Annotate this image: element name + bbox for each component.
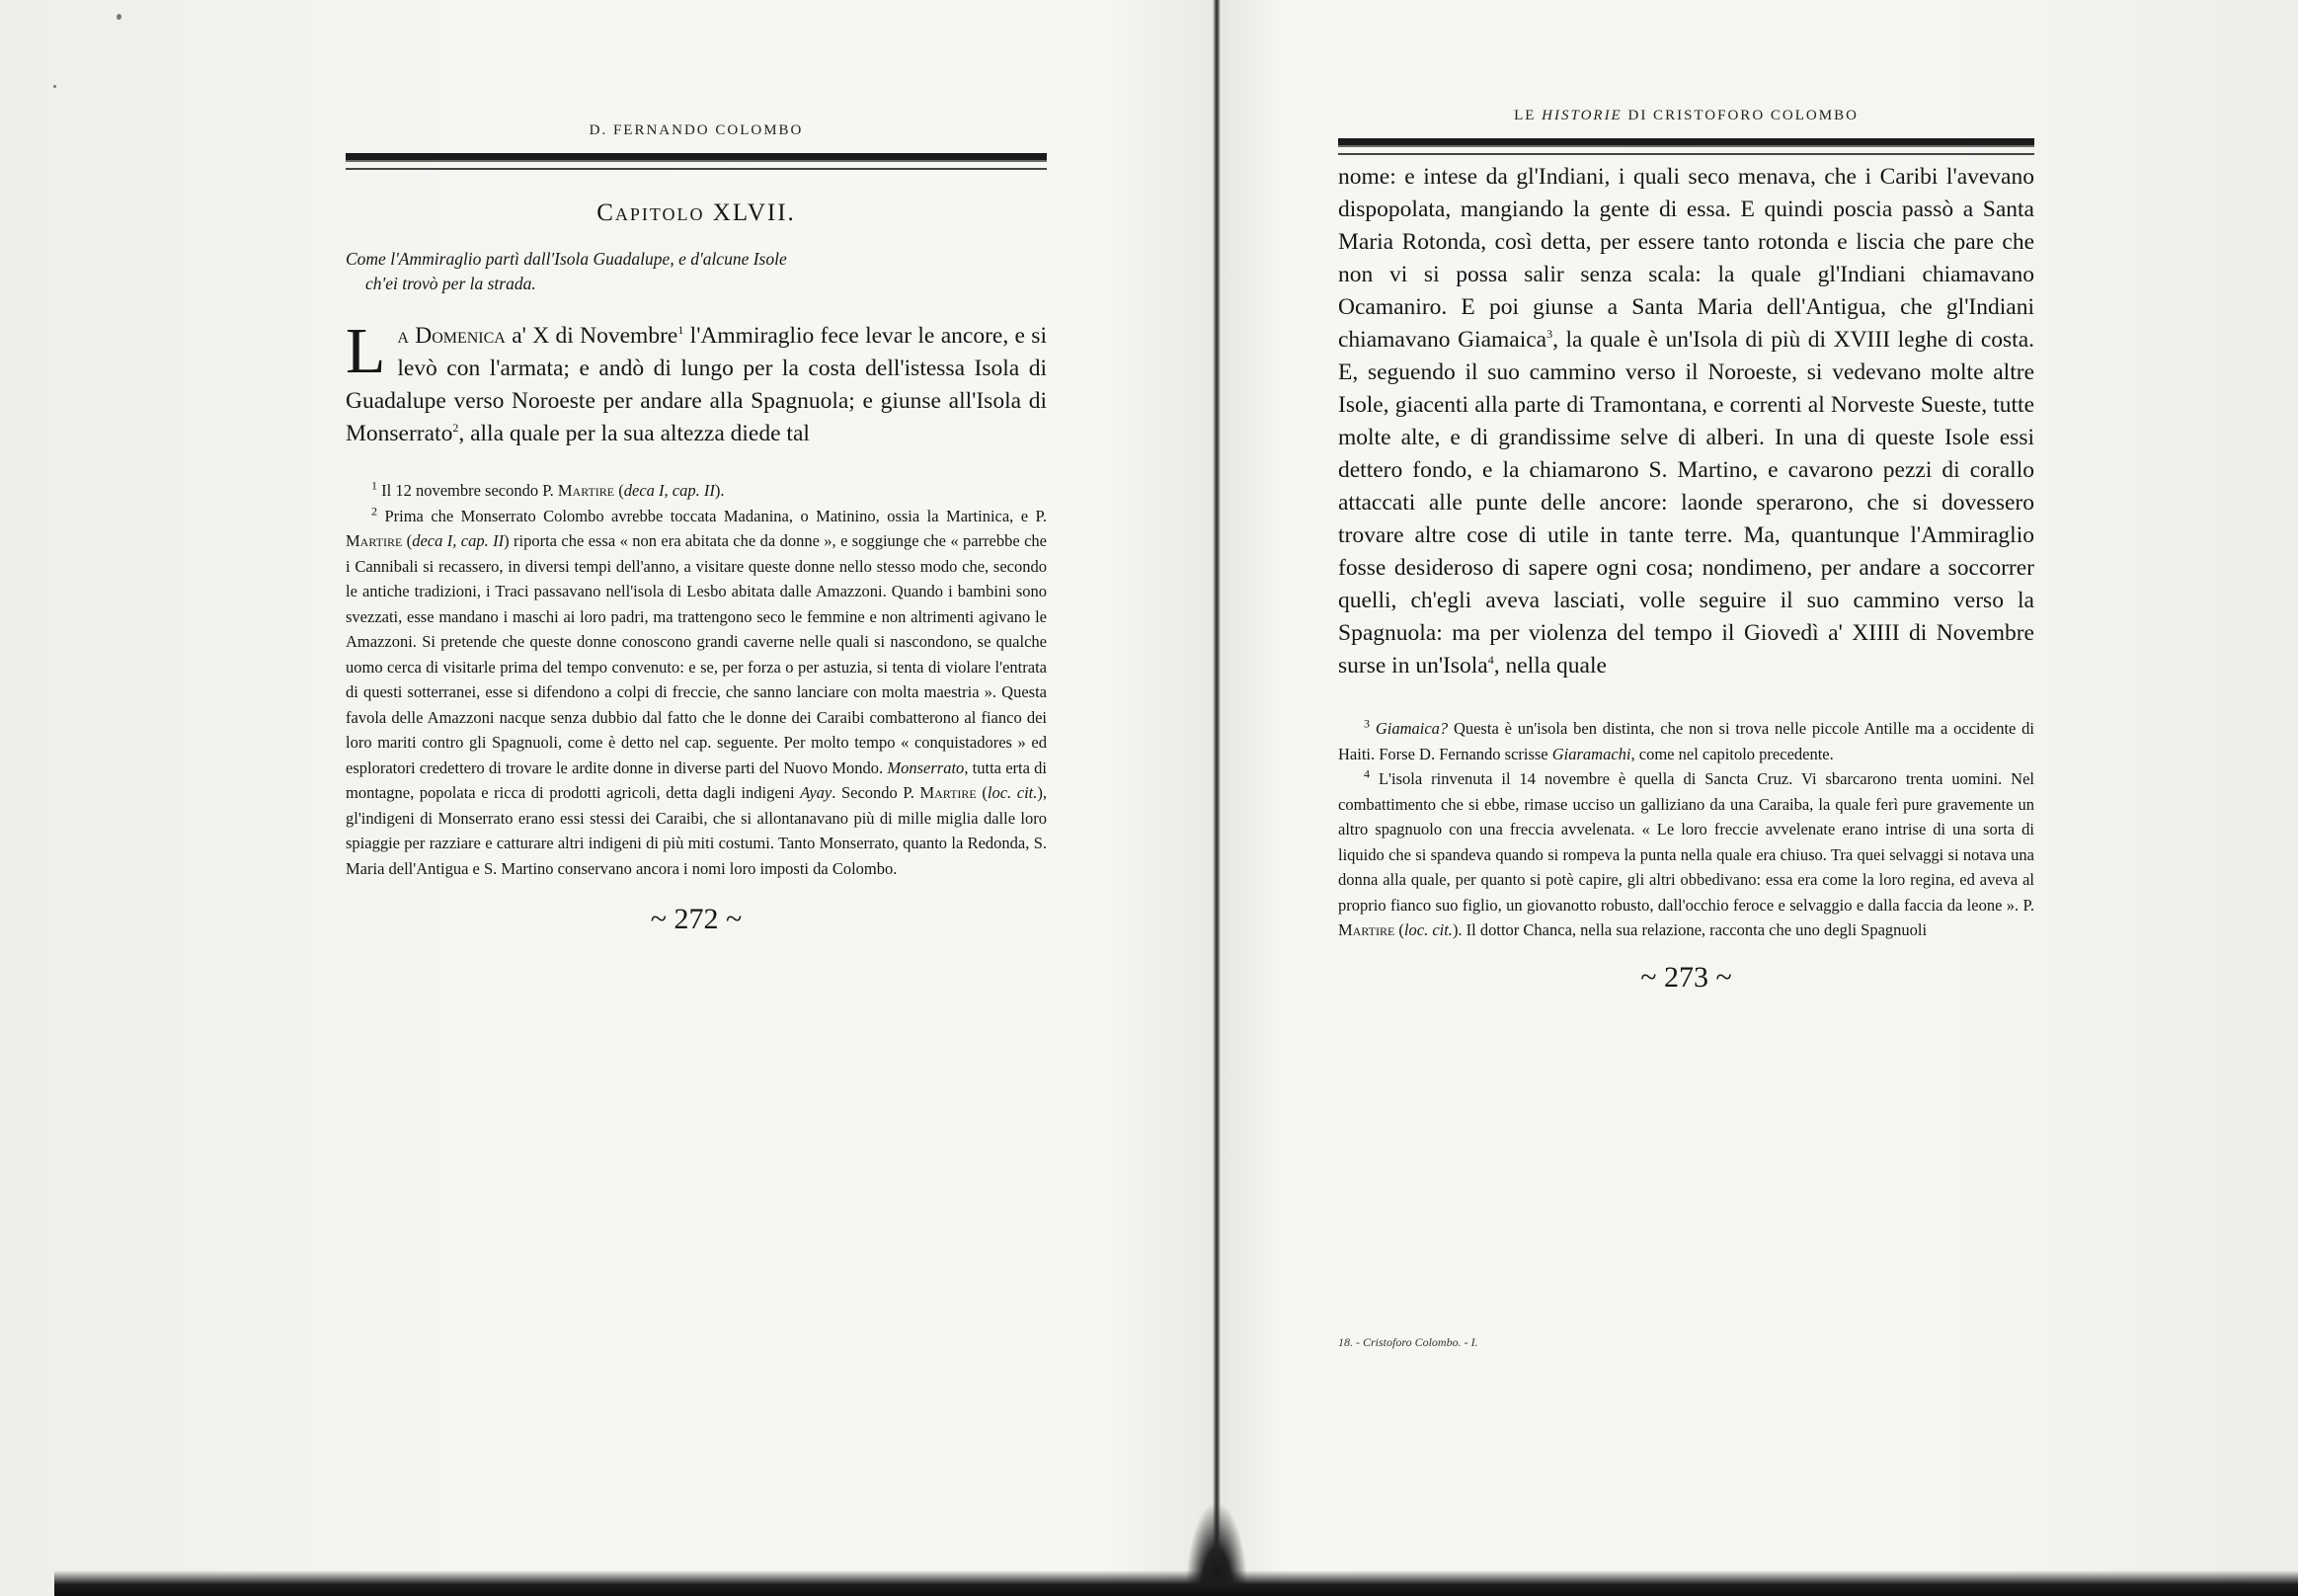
chapter-subtitle: [346, 247, 1047, 296]
footnote-4: [1338, 766, 2034, 943]
right-page: [1338, 94, 2034, 995]
footnote-text: (: [976, 783, 988, 802]
running-head-part: LE: [1514, 108, 1543, 123]
footnote-text: (: [1394, 920, 1404, 939]
citation: loc. cit.: [987, 783, 1038, 802]
page-number-right: ~ 273 ~: [1640, 960, 1732, 994]
author-name: Martire: [919, 783, 977, 802]
citation: deca I, cap. II: [623, 481, 715, 500]
footnote-1: [346, 478, 1047, 504]
footnote-text: ), gl'indigeni di Monserrato erano essi stessi dei Caraibi, che si allontanavano più di mille miglia dalle loro spiaggie per razziare e catturare altri indigeni di più miti costumi. Tanto Monserrato, quanto la Redonda, S. Maria dell'Antigua e S. Martino conservano ancora i nomi loro imposti da Colombo.: [346, 783, 1047, 878]
page-number-left: ~ 272 ~: [650, 903, 743, 935]
footnote-text: . Secondo P.: [832, 783, 920, 802]
footnote-text: Prima che Monserrato Colombo avrebbe toccata Madanina, o Matinino, ossia la Martinica, e P.: [384, 506, 1047, 525]
running-head-italic: HISTORIE: [1542, 108, 1623, 123]
body-paragraph-left: [346, 315, 1047, 450]
body-paragraph-right: [1338, 161, 2034, 682]
footnote-number: 2: [371, 504, 377, 518]
chapter-title: [346, 200, 1047, 227]
citation: loc. cit.: [1403, 920, 1453, 939]
body-text: , la quale è un'Isola di più di XVIII leghe di costa. E, seguendo il suo cammino verso il Noroeste, si vedevano molte altre Isole, giacenti alla parte di Tramontana, e correnti al Norveste Sueste, tutte molte alte, e di grandissime selve di alberi. In una di queste Isole essi dettero fondo, e la chiamarono S. Martino, e cavarono pezzi di corallo attaccati alle punte delle ancore: laonde sperarono, che si dovessero trovare altre cose di utile in tante terre. Ma, quantunque l'Ammiraglio fosse desideroso di sapere ogni cosa; nondimeno, per andare a soccorrer quelli, ch'egli aveva lasciati, volle seguire il suo cammino verso la Spagnuola: ma per violenza del tempo il Giovedì a' XIIII di Novembre surse in un'Isola: [1338, 327, 2035, 678]
running-head-part: DI CRISTOFORO COLOMBO: [1622, 108, 1859, 123]
footnote-text: , tutta erta di montagne, popolata e ricca di prodotti agricoli, detta dagli indigeni: [346, 758, 1048, 802]
header-rule: [346, 153, 1047, 162]
chapter-label: Capitolo: [596, 200, 705, 226]
header-rule-thin: [346, 168, 1047, 170]
drop-cap: L: [346, 315, 386, 387]
body-text: a' X di Novembre: [505, 323, 678, 349]
footnote-text: ).: [714, 481, 725, 500]
place-name: Monserrato: [887, 758, 965, 777]
body-text: , nella quale: [1493, 653, 1607, 678]
footnote-number: 4: [1364, 766, 1370, 781]
footnote-text: ). Il dottor Chanca, nella sua relazione, racconta che uno degli Spagnuoli: [1452, 920, 1928, 939]
scan-speck: [53, 85, 56, 88]
footnotes-right: [1338, 716, 2034, 943]
left-page: [346, 109, 1047, 936]
place-name: Giamaica?: [1375, 719, 1449, 738]
footnote-text: Questa è un'isola ben distinta, che non si trova nelle piccole Antille ma a occidente di Haiti. Forse D. Fernando scrisse: [1338, 719, 2035, 763]
footnote-2: [346, 504, 1047, 882]
footnote-ref: 2: [452, 421, 459, 436]
footnote-text: L'isola rinvenuta il 14 novembre è quella di Sancta Cruz. Vi sbarcarono trenta uomini. Nel combattimento che si ebbe, rimase ucciso un galliziano da una Caraiba, la quale ferì pure gravemente un altro spagnuolo con una freccia avvelenata. « Le loro freccie avvelenate erano intrise di una sorta di liquido che si spandeva quando si rompeva la punta nella quale era chiuso. Tra quei selvaggi si notava una donna alla quale, per quanto si potè capire, gli altri obbedivano: essa era come la loro regina, ed aveva al proprio fianco suo figlio, un giovanotto robusto, dall'occhio feroce e selvaggio e dalla faccia da leone ». P.: [1338, 769, 2035, 915]
footnote-ref: 1: [677, 323, 684, 338]
book-gutter: [1213, 0, 1221, 1596]
body-text: l'Ammiraglio fece levar le ancore, e si levò con l'armata; e andò di lungo per la costa dell'istessa Isola di Guadalupe verso Noroeste per andare alla Spagnuola; e giunse all'Isola di Monserrato: [346, 323, 1047, 446]
body-text: , alla quale per la sua altezza diede tal: [458, 421, 810, 446]
footnote-ref: 3: [1546, 327, 1553, 342]
scan-bottom-edge: [54, 1570, 2298, 1596]
body-text: nome: e intese da gl'Indiani, i quali seco menava, che i Caribi l'avevano dispopolata, mangiando la gente di essa. E quindi poscia passò a Santa Maria Rotonda, così detta, per essere tanto rotonda e liscia che pare che non vi si possa salir senza scala: la quale gl'Indiani chiamavano Ocamaniro. E poi giunse a Santa Maria dell'Antigua, che gl'Indiani chiamavano Giamaica: [1338, 164, 2034, 353]
footnote-text: Il 12 novembre secondo P.: [381, 481, 558, 500]
header-rule: [1338, 138, 2034, 147]
footnote-number: 1: [371, 478, 377, 493]
place-name: Giaramachi: [1551, 744, 1631, 763]
footnote-text: , come nel capitolo precedente.: [1630, 744, 1834, 763]
author-name: Martire: [346, 531, 403, 550]
footnote-ref: 4: [1487, 653, 1494, 668]
chapter-number: XLVII.: [712, 200, 796, 226]
footnote-3: [1338, 716, 2034, 766]
author-name: Martire: [1338, 920, 1395, 939]
footnote-text: (: [402, 531, 413, 550]
place-name: Ayay: [800, 783, 832, 802]
citation: deca I, cap. II: [412, 531, 505, 550]
running-head-right: [1338, 108, 2034, 124]
footnote-text: (: [614, 481, 624, 500]
scan-speck: [117, 14, 121, 20]
chapter-subtitle-line-1: Come l'Ammiraglio partì dall'Isola Guadalupe, e d'alcune Isole: [346, 249, 787, 269]
footnote-text: ) riporta che essa « non era abitata che da donne », e soggiunge che « parrebbe che i Cannibali si recassero, in diversi tempi dell'anno, a visitare queste donne nello stesso modo che, secondo le antiche tradizioni, i Traci passavano nell'isola di Lesbo abitata dalle Amazzoni. Quando i bambini sono svezzati, esse mandano i maschi ai loro padri, ma trattengono seco le femmine e non altrimenti agivano le Amazzoni. Si pretende che queste donne conoscono grandi caverne nelle quali si nascondono, se qualche uomo cerca di visitarle prima del tempo convenuto: e se, per forza o per astuzia, si tenta di violare l'entrata di questi sotterranei, esse si difendono a colpi di freccie, che sanno lanciare con molta maestria ». Questa favola delle Amazzoni nacque senza dubbio dal fatto che le donne dei Caraibi combatterono al fianco dei loro mariti contro gli Spagnuoli, come è detto nel cap. seguente. Per molto tempo « conquistadores » ed esploratori credettero di trovare le ardite donne in diverse parti del Nuovo Mondo.: [346, 531, 1047, 777]
running-head-left: D. FERNANDO COLOMBO: [589, 122, 804, 138]
smallcaps-lead: a Domenica: [397, 323, 506, 349]
author-name: Martire: [557, 481, 615, 500]
footnotes-left: [346, 478, 1047, 881]
chapter-subtitle-line-2: ch'ei trovò per la strada.: [365, 274, 536, 293]
footnote-number: 3: [1364, 716, 1370, 731]
printer-signature: 18. - Cristoforo Colombo. - I.: [1338, 1335, 1478, 1349]
header-rule-thin: [1338, 153, 2034, 155]
